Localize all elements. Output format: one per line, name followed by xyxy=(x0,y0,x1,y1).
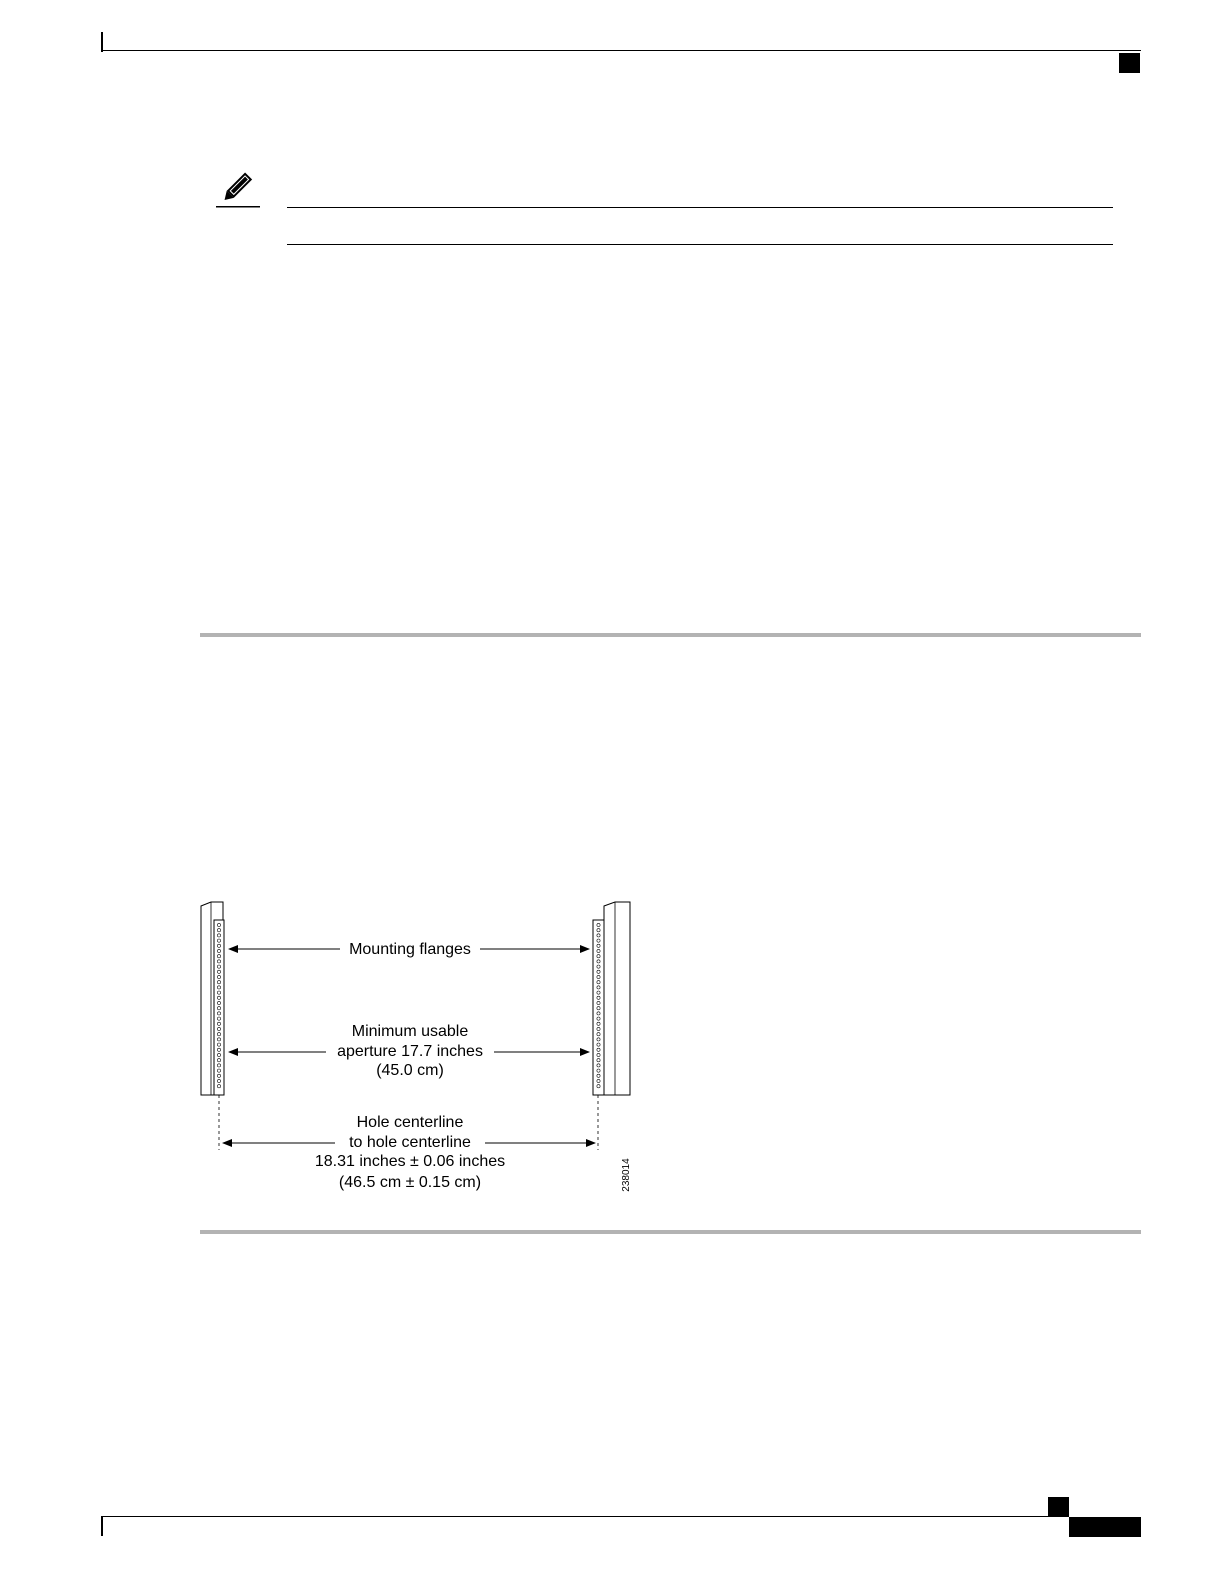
left-rail-hole xyxy=(217,1001,220,1004)
footer-rule xyxy=(101,1516,1069,1517)
left-rail-hole xyxy=(217,949,220,952)
right-rail-hole xyxy=(597,923,600,926)
right-rail-hole xyxy=(597,1079,600,1082)
left-rail-hole xyxy=(217,975,220,978)
right-rail-hole xyxy=(597,1001,600,1004)
footer-small-block xyxy=(1048,1497,1069,1517)
right-rail-hole xyxy=(597,970,600,973)
left-rail-hole xyxy=(217,1027,220,1030)
right-rail-hole xyxy=(597,996,600,999)
right-rail-hole xyxy=(597,1022,600,1025)
left-rail-hole xyxy=(217,1048,220,1051)
left-rail-hole xyxy=(217,996,220,999)
right-rail-hole xyxy=(597,1038,600,1041)
left-rail-hole xyxy=(217,939,220,942)
left-rail-hole xyxy=(217,1012,220,1015)
right-rail-hole xyxy=(597,1069,600,1072)
left-rail-hole xyxy=(217,970,220,973)
right-rail-hole xyxy=(597,991,600,994)
right-rail-hole xyxy=(597,986,600,989)
left-rail-hole xyxy=(217,986,220,989)
right-rail-hole xyxy=(597,1012,600,1015)
mounting-flanges-label: Mounting flanges xyxy=(349,941,471,958)
rack-dimensions-figure xyxy=(195,895,640,1200)
left-rail-hole xyxy=(217,960,220,963)
right-rail-hole xyxy=(597,1053,600,1056)
left-rail-hole xyxy=(217,1069,220,1072)
header-rule xyxy=(101,50,1141,51)
left-rail-hole xyxy=(217,923,220,926)
aperture-label-line3: (45.0 cm) xyxy=(376,1062,444,1079)
section-rule-top xyxy=(200,633,1141,637)
right-rail-hole xyxy=(597,1017,600,1020)
section-rule-bottom xyxy=(200,1230,1141,1234)
left-rail-hole xyxy=(217,1085,220,1088)
left-rail-hole xyxy=(217,1064,220,1067)
right-rail-hole xyxy=(597,975,600,978)
header-left-tick xyxy=(101,32,103,52)
note-block xyxy=(216,170,1116,250)
left-rail-hole xyxy=(217,955,220,958)
right-rail-hole xyxy=(597,934,600,937)
footer-page-tab xyxy=(1069,1517,1141,1537)
note-top-rule xyxy=(287,207,1113,208)
left-rail-hole xyxy=(217,1033,220,1036)
left-rail-hole xyxy=(217,1053,220,1056)
aperture-label-line2: aperture 17.7 inches xyxy=(337,1043,483,1060)
note-text xyxy=(287,214,1113,238)
left-rail-hole xyxy=(217,1079,220,1082)
left-rail-hole xyxy=(217,929,220,932)
right-rail-hole xyxy=(597,1007,600,1010)
right-rail-hole xyxy=(597,1043,600,1046)
right-rail-hole xyxy=(597,955,600,958)
left-rail-hole xyxy=(217,944,220,947)
left-rail-hole xyxy=(217,1038,220,1041)
figure-id: 238014 xyxy=(621,1158,632,1192)
right-rail-hole xyxy=(597,939,600,942)
right-rail-hole xyxy=(597,949,600,952)
left-rail-hole xyxy=(217,1017,220,1020)
right-rail-hole xyxy=(597,981,600,984)
right-rail-hole xyxy=(597,944,600,947)
left-rail-hole xyxy=(217,981,220,984)
left-rail-hole xyxy=(217,1074,220,1077)
note-bottom-rule xyxy=(287,244,1113,245)
header-corner-block xyxy=(1119,53,1140,73)
right-rail-hole xyxy=(597,1048,600,1051)
right-rail-hole xyxy=(597,965,600,968)
left-rail-hole xyxy=(217,1007,220,1010)
right-rail-hole xyxy=(597,1033,600,1036)
centerline-label-line2: to hole centerline xyxy=(349,1134,471,1151)
left-rail-hole xyxy=(217,1059,220,1062)
left-rail-hole xyxy=(217,965,220,968)
footer-left-tick xyxy=(101,1516,103,1536)
right-rack-rail xyxy=(593,902,630,1095)
left-rail-hole xyxy=(217,991,220,994)
right-rail-hole xyxy=(597,1064,600,1067)
pencil-note-icon xyxy=(216,170,262,210)
right-rail-hole xyxy=(597,960,600,963)
centerline-label-line4: (46.5 cm ± 0.15 cm) xyxy=(338,1174,482,1191)
left-rail-hole xyxy=(217,1022,220,1025)
right-rail-hole xyxy=(597,1085,600,1088)
right-rail-hole xyxy=(597,929,600,932)
right-rail-hole xyxy=(597,1027,600,1030)
left-rack-rail xyxy=(201,902,224,1095)
right-rail-hole xyxy=(597,1074,600,1077)
centerline-label-line1: Hole centerline xyxy=(356,1114,464,1131)
centerline-label-line3: 18.31 inches ± 0.06 inches xyxy=(314,1153,506,1170)
right-rail-hole xyxy=(597,1059,600,1062)
left-rail-hole xyxy=(217,934,220,937)
aperture-label-line1: Minimum usable xyxy=(351,1023,469,1040)
left-rail-hole xyxy=(217,1043,220,1046)
